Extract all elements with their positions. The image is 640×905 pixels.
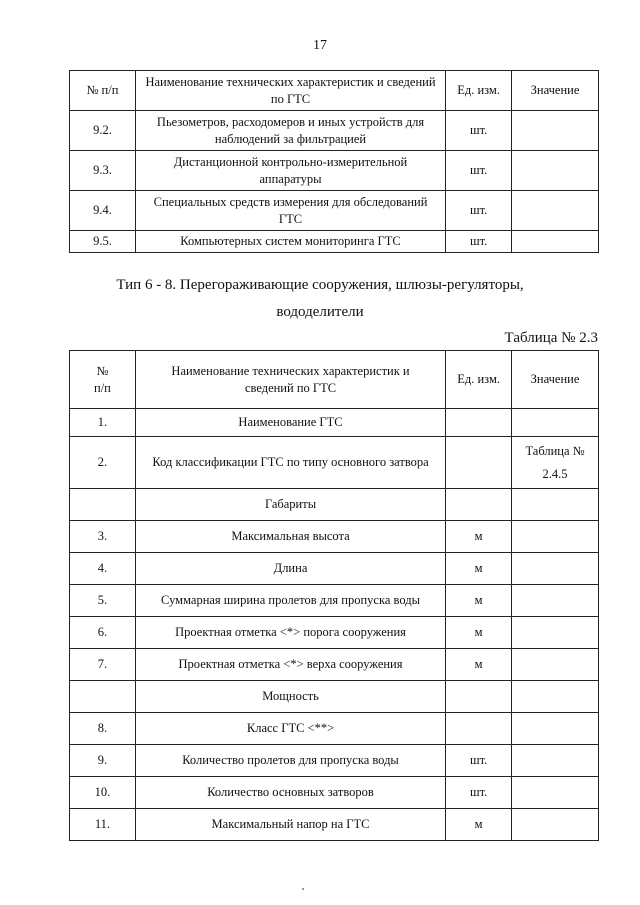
- page-number: 17: [313, 38, 327, 53]
- cell-num: 11.: [70, 809, 136, 841]
- cell-name: Класс ГТС <**>: [135, 713, 445, 745]
- cell-name: Количество пролетов для пропуска воды: [135, 745, 445, 777]
- cell-value: [512, 745, 599, 777]
- cell-num: 9.5.: [70, 231, 136, 253]
- cell-name: Габариты: [135, 489, 445, 521]
- header-name: [135, 351, 445, 409]
- cell-num: 5.: [70, 585, 136, 617]
- cell-num: [70, 681, 136, 713]
- cell-num: 9.3.: [70, 151, 136, 191]
- characteristics-table-continued: [69, 70, 599, 253]
- characteristics-table-2-3: [69, 350, 599, 841]
- table-row: [70, 585, 599, 617]
- cell-value: [512, 191, 599, 231]
- table-row-section: [70, 489, 599, 521]
- header-unit: Ед. изм.: [446, 71, 512, 111]
- cell-name: Максимальная высота: [135, 521, 445, 553]
- cell-num: 3.: [70, 521, 136, 553]
- cell-unit: шт.: [446, 191, 512, 231]
- cell-num: 2.: [70, 437, 136, 489]
- cell-unit: шт.: [446, 111, 512, 151]
- table-row: [70, 191, 599, 231]
- table-row: [70, 617, 599, 649]
- header-name-line-1: Наименование технических характеристик и: [171, 363, 410, 378]
- cell-value: [512, 585, 599, 617]
- header-name: Наименование технических характеристик и сведений по ГТС: [135, 71, 445, 111]
- cell-num: 9.2.: [70, 111, 136, 151]
- cell-unit: шт.: [446, 151, 512, 191]
- header-name-line-2: сведений по ГТС: [244, 380, 337, 395]
- cell-unit: [446, 437, 512, 489]
- cell-name: Дистанционной контрольно-измерительной аппаратуры: [135, 151, 445, 191]
- cell-num: 6.: [70, 617, 136, 649]
- cell-name: Специальных средств измерения для обследований ГТС: [135, 191, 445, 231]
- cell-unit: шт.: [446, 231, 512, 253]
- header-value: Значение: [512, 351, 599, 409]
- table-row: [70, 553, 599, 585]
- cell-name: Мощность: [135, 681, 445, 713]
- cell-num: 1.: [70, 409, 136, 437]
- header-num-line-1: №: [96, 363, 109, 378]
- cell-value: [512, 231, 599, 253]
- header-num: № п/п: [70, 71, 136, 111]
- cell-name: Проектная отметка <*> порога сооружения: [135, 617, 445, 649]
- cell-name: Суммарная ширина пролетов для пропуска воды: [135, 585, 445, 617]
- table-row: [70, 111, 599, 151]
- cell-unit: [446, 681, 512, 713]
- cell-num: 4.: [70, 553, 136, 585]
- header-num: [70, 351, 136, 409]
- cell-name: Код классификации ГТС по типу основного затвора: [135, 437, 445, 489]
- section-heading-line-1: Тип 6 - 8. Перегораживающие сооружения, шлюзы-регуляторы,: [116, 277, 524, 293]
- cell-num: 10.: [70, 777, 136, 809]
- cell-name: Длина: [135, 553, 445, 585]
- table-row: [70, 809, 599, 841]
- cell-num: 8.: [70, 713, 136, 745]
- table-header-row: [70, 71, 599, 111]
- cell-unit: шт.: [446, 777, 512, 809]
- header-unit: Ед. изм.: [446, 351, 512, 409]
- table-row-section: [70, 681, 599, 713]
- table-row: [70, 777, 599, 809]
- table-row: [70, 521, 599, 553]
- cell-value: [512, 409, 599, 437]
- cell-unit: [446, 489, 512, 521]
- cell-unit: шт.: [446, 745, 512, 777]
- cell-num: 9.: [70, 745, 136, 777]
- cell-num: [70, 489, 136, 521]
- cell-value: [512, 553, 599, 585]
- table-row: [70, 409, 599, 437]
- cell-num: 9.4.: [70, 191, 136, 231]
- cell-name: Наименование ГТС: [135, 409, 445, 437]
- cell-value: [512, 681, 599, 713]
- cell-unit: м: [446, 553, 512, 585]
- cell-value: [512, 713, 599, 745]
- table-header-row: [70, 351, 599, 409]
- table-row: [70, 231, 599, 253]
- cell-num: 7.: [70, 649, 136, 681]
- table-row: [70, 745, 599, 777]
- table-caption: Таблица № 2.3: [504, 330, 598, 346]
- cell-unit: м: [446, 617, 512, 649]
- cell-value: [512, 521, 599, 553]
- table-row: [70, 437, 599, 489]
- cell-name: Компьютерных систем мониторинга ГТС: [135, 231, 445, 253]
- cell-value: [512, 649, 599, 681]
- cell-unit: м: [446, 585, 512, 617]
- header-num-line-2: п/п: [94, 380, 111, 395]
- cell-unit: м: [446, 809, 512, 841]
- cell-name: Проектная отметка <*> верха сооружения: [135, 649, 445, 681]
- cell-value: Таблица № 2.4.5: [512, 437, 599, 489]
- table-row: [70, 649, 599, 681]
- cell-value: [512, 777, 599, 809]
- cell-value: [512, 617, 599, 649]
- table-row: [70, 713, 599, 745]
- cell-unit: [446, 409, 512, 437]
- cell-unit: м: [446, 521, 512, 553]
- scan-speck: [302, 888, 304, 890]
- cell-value: [512, 151, 599, 191]
- cell-value: [512, 809, 599, 841]
- cell-unit: [446, 713, 512, 745]
- cell-value: [512, 489, 599, 521]
- header-value: Значение: [512, 71, 599, 111]
- cell-value: [512, 111, 599, 151]
- cell-name: Максимальный напор на ГТС: [135, 809, 445, 841]
- cell-unit: м: [446, 649, 512, 681]
- section-heading-line-2: вододелители: [276, 304, 364, 320]
- cell-name: Количество основных затворов: [135, 777, 445, 809]
- table-row: [70, 151, 599, 191]
- cell-name: Пьезометров, расходомеров и иных устройств для наблюдений за фильтрацией: [135, 111, 445, 151]
